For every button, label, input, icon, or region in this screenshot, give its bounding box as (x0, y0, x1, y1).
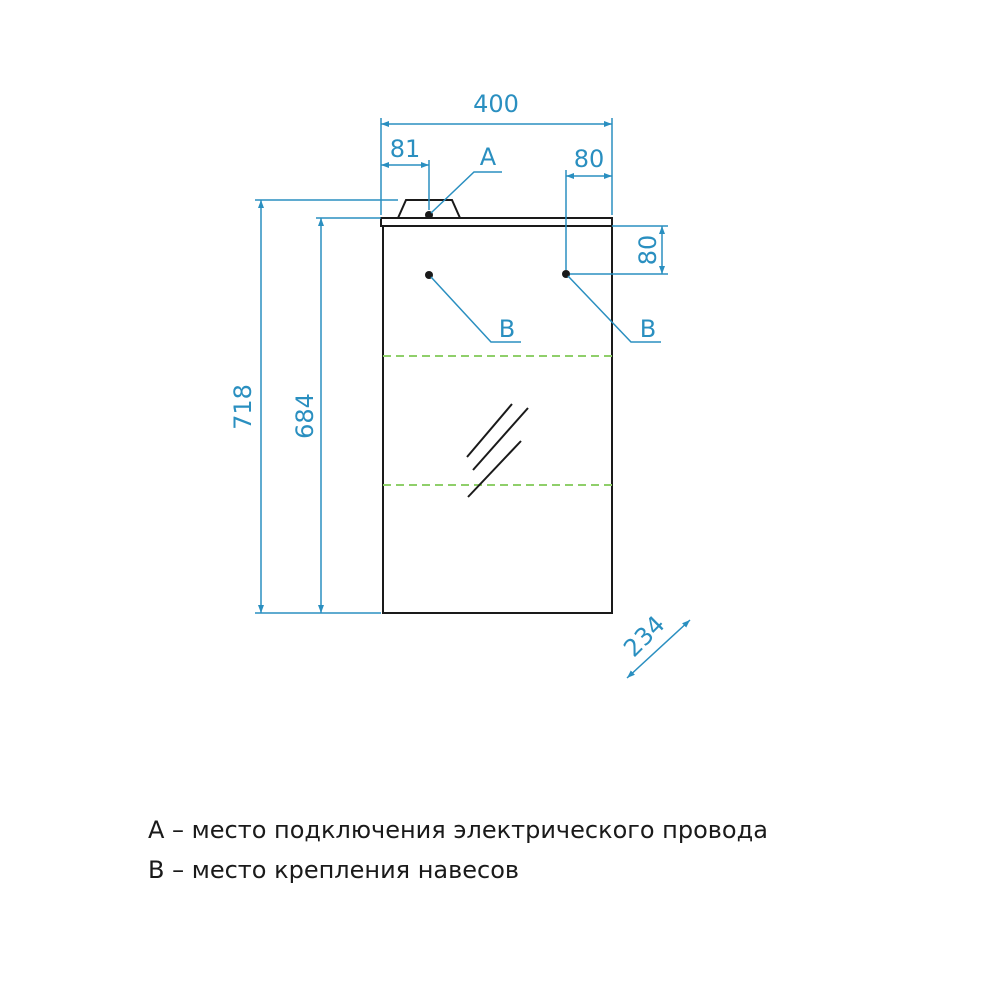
callout-b-left: B (498, 315, 516, 343)
dim-top-offset: 80 (634, 234, 662, 266)
legend-b: B – место крепления навесов (148, 856, 520, 884)
legend-a: A – место подключения электрического провода (148, 816, 768, 844)
dim-body-height: 684 (291, 393, 319, 439)
cabinet-body (383, 226, 612, 613)
cabinet-outline (381, 200, 612, 613)
top-cap (381, 218, 612, 226)
callout-a: A (479, 143, 497, 171)
callout-b-right: B (639, 315, 657, 343)
dim-right-offset: 80 (573, 145, 605, 173)
dim-overall-height: 718 (229, 384, 257, 430)
dim-overall-width: 400 (473, 90, 519, 118)
dim-depth: 234 (618, 610, 671, 663)
dim-left-offset: 81 (389, 135, 421, 163)
